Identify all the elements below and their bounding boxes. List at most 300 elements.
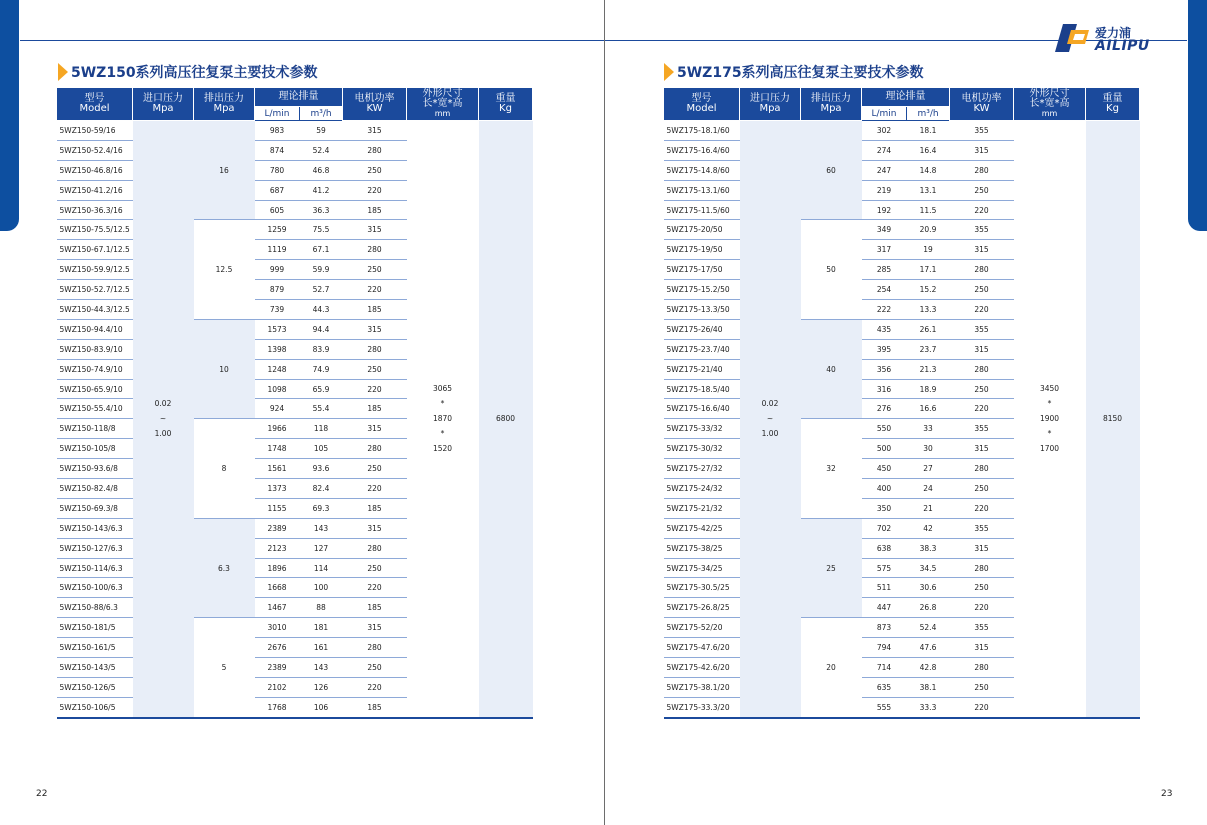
flow-m3h-cell: 94.4	[300, 319, 343, 339]
header-power	[343, 88, 407, 121]
power-cell: 220	[950, 200, 1014, 220]
header-power-label: 电机功率	[354, 93, 395, 104]
flow-m3h-cell: 13.3	[907, 300, 950, 320]
power-cell: 315	[343, 220, 407, 240]
power-cell: 185	[343, 498, 407, 518]
power-cell: 280	[343, 538, 407, 558]
model-cell: 5WZ175-13.3/50	[664, 300, 740, 320]
header-inlet-unit: Mpa	[152, 103, 174, 114]
power-cell: 355	[950, 618, 1014, 638]
flow-lmin-cell: 395	[862, 339, 907, 359]
flow-lmin-cell: 302	[862, 121, 907, 141]
header-model	[664, 88, 740, 121]
power-cell: 220	[950, 697, 1014, 717]
header-inlet	[133, 88, 194, 121]
weight-cell: 6800	[479, 121, 533, 718]
power-cell: 355	[950, 518, 1014, 538]
model-cell: 5WZ150-105/8	[57, 439, 133, 459]
outlet-pressure-cell: 50	[801, 220, 862, 319]
model-cell: 5WZ175-34/25	[664, 558, 740, 578]
header-dims-unit: mm	[1041, 109, 1058, 118]
flow-m3h-cell: 24	[907, 479, 950, 499]
header-flow-m3h: m³/h	[907, 107, 950, 121]
flow-m3h-cell: 16.4	[907, 140, 950, 160]
header-weight	[479, 88, 533, 121]
model-cell: 5WZ150-143/6.3	[57, 518, 133, 538]
flow-m3h-cell: 14.8	[907, 160, 950, 180]
header-dims-sub: 长*宽*高	[422, 98, 463, 109]
power-cell: 280	[343, 339, 407, 359]
flow-m3h-cell: 38.1	[907, 677, 950, 697]
power-cell: 220	[343, 180, 407, 200]
model-cell: 5WZ150-52.7/12.5	[57, 280, 133, 300]
page-number-left: 22	[36, 789, 48, 799]
header-outlet	[801, 88, 862, 121]
flow-lmin-cell: 879	[255, 280, 300, 300]
header-inlet	[740, 88, 801, 121]
flow-m3h-cell: 88	[300, 598, 343, 618]
flow-lmin-cell: 575	[862, 558, 907, 578]
model-cell: 5WZ150-114/6.3	[57, 558, 133, 578]
outlet-pressure-cell: 10	[194, 319, 255, 418]
model-cell: 5WZ150-75.5/12.5	[57, 220, 133, 240]
power-cell: 220	[950, 598, 1014, 618]
flow-m3h-cell: 59.9	[300, 260, 343, 280]
header-power-unit: KW	[973, 103, 990, 114]
model-cell: 5WZ175-18.1/60	[664, 121, 740, 141]
left-spec-table	[56, 87, 533, 719]
flow-m3h-cell: 18.1	[907, 121, 950, 141]
header-outlet-unit: Mpa	[820, 103, 842, 114]
header-dims-unit: mm	[434, 109, 451, 118]
header-inlet-label: 进口压力	[143, 93, 183, 104]
flow-lmin-cell: 687	[255, 180, 300, 200]
model-cell: 5WZ150-41.2/16	[57, 180, 133, 200]
power-cell: 315	[343, 419, 407, 439]
flow-m3h-cell: 42.8	[907, 658, 950, 678]
flow-m3h-cell: 52.4	[300, 140, 343, 160]
left-edge-tab	[0, 0, 19, 231]
power-cell: 315	[343, 319, 407, 339]
right-title-text: 5WZ175系列高压往复泵主要技术参数	[677, 65, 924, 81]
header-inlet-label: 进口压力	[750, 93, 790, 104]
flow-m3h-cell: 13.1	[907, 180, 950, 200]
inlet-pressure-value: ~	[159, 414, 167, 424]
header-model	[57, 88, 133, 121]
power-cell: 250	[343, 558, 407, 578]
flow-m3h-cell: 161	[300, 638, 343, 658]
flow-m3h-cell: 114	[300, 558, 343, 578]
inlet-pressure-value: 0.02	[154, 399, 172, 409]
flow-m3h-cell: 38.3	[907, 538, 950, 558]
model-cell: 5WZ150-93.6/8	[57, 459, 133, 479]
model-cell: 5WZ150-52.4/16	[57, 140, 133, 160]
flow-m3h-cell: 127	[300, 538, 343, 558]
dimensions-value: *	[440, 429, 445, 439]
flow-lmin-cell: 447	[862, 598, 907, 618]
flow-lmin-cell: 1373	[255, 479, 300, 499]
power-cell: 315	[343, 618, 407, 638]
flow-m3h-cell: 44.3	[300, 300, 343, 320]
left-title	[58, 62, 318, 82]
power-cell: 185	[343, 200, 407, 220]
model-cell: 5WZ150-161/5	[57, 638, 133, 658]
flow-m3h-cell: 18.9	[907, 379, 950, 399]
flow-lmin-cell: 274	[862, 140, 907, 160]
model-cell: 5WZ175-42.6/20	[664, 658, 740, 678]
ailipu-logo	[1055, 24, 1155, 54]
power-cell: 220	[343, 578, 407, 598]
flow-m3h-cell: 59	[300, 121, 343, 141]
flow-lmin-cell: 1668	[255, 578, 300, 598]
outlet-pressure-cell: 20	[801, 618, 862, 718]
dimensions-value: *	[440, 399, 445, 409]
power-cell: 315	[343, 518, 407, 538]
power-cell: 220	[950, 300, 1014, 320]
inlet-pressure-value: 0.02	[761, 399, 779, 409]
header-flow-lmin: L/min	[862, 107, 907, 121]
right-spec-table	[663, 87, 1140, 719]
flow-m3h-cell: 23.7	[907, 339, 950, 359]
flow-lmin-cell: 1098	[255, 379, 300, 399]
power-cell: 250	[950, 280, 1014, 300]
power-cell: 315	[950, 538, 1014, 558]
header-weight	[1086, 88, 1140, 121]
dimensions-value: *	[1047, 399, 1052, 409]
model-cell: 5WZ150-74.9/10	[57, 359, 133, 379]
flow-m3h-cell: 17.1	[907, 260, 950, 280]
power-cell: 250	[343, 658, 407, 678]
flow-m3h-cell: 46.8	[300, 160, 343, 180]
flow-lmin-cell: 2389	[255, 518, 300, 538]
power-cell: 355	[950, 419, 1014, 439]
flow-lmin-cell: 1768	[255, 697, 300, 717]
header-model-label: 型号	[84, 93, 105, 104]
model-cell: 5WZ175-27/32	[664, 459, 740, 479]
flow-lmin-cell: 555	[862, 697, 907, 717]
flow-m3h-cell: 55.4	[300, 399, 343, 419]
flow-lmin-cell: 222	[862, 300, 907, 320]
inlet-pressure-value: ~	[766, 414, 774, 424]
model-cell: 5WZ175-21/40	[664, 359, 740, 379]
power-cell: 280	[950, 260, 1014, 280]
power-cell: 315	[950, 240, 1014, 260]
power-cell: 250	[950, 180, 1014, 200]
outlet-pressure-cell: 16	[194, 121, 255, 220]
flow-lmin-cell: 1573	[255, 319, 300, 339]
model-cell: 5WZ175-13.1/60	[664, 180, 740, 200]
header-outlet-label: 排出压力	[204, 93, 244, 104]
flow-lmin-cell: 1896	[255, 558, 300, 578]
flow-lmin-cell: 2389	[255, 658, 300, 678]
flow-lmin-cell: 1561	[255, 459, 300, 479]
flow-lmin-cell: 638	[862, 538, 907, 558]
flow-lmin-cell: 1398	[255, 339, 300, 359]
header-weight-unit: Kg	[1106, 103, 1119, 114]
flow-m3h-cell: 33	[907, 419, 950, 439]
flow-m3h-cell: 93.6	[300, 459, 343, 479]
power-cell: 280	[950, 658, 1014, 678]
flow-m3h-cell: 19	[907, 240, 950, 260]
power-cell: 250	[950, 578, 1014, 598]
header-dims-sub: 长*宽*高	[1029, 98, 1070, 109]
model-cell: 5WZ150-59/16	[57, 121, 133, 141]
left-title-text: 5WZ150系列高压往复泵主要技术参数	[71, 65, 318, 81]
flow-lmin-cell: 2102	[255, 677, 300, 697]
right-edge-tab	[1188, 0, 1207, 231]
power-cell: 315	[950, 140, 1014, 160]
outlet-pressure-cell: 8	[194, 419, 255, 518]
flow-m3h-cell: 34.5	[907, 558, 950, 578]
flow-lmin-cell: 400	[862, 479, 907, 499]
dimensions-value: 1520	[432, 444, 453, 454]
dimensions-value: 3065	[432, 384, 453, 394]
dimensions-cell	[1014, 121, 1086, 718]
header-weight-unit: Kg	[499, 103, 512, 114]
flow-lmin-cell: 714	[862, 658, 907, 678]
flow-lmin-cell: 192	[862, 200, 907, 220]
model-cell: 5WZ150-44.3/12.5	[57, 300, 133, 320]
flow-m3h-cell: 52.7	[300, 280, 343, 300]
power-cell: 355	[950, 220, 1014, 240]
power-cell: 250	[343, 459, 407, 479]
flow-lmin-cell: 874	[255, 140, 300, 160]
title-marker-icon	[664, 63, 674, 81]
ailipu-logo-icon	[1055, 24, 1093, 52]
model-cell: 5WZ150-83.9/10	[57, 339, 133, 359]
power-cell: 220	[343, 280, 407, 300]
outlet-pressure-cell: 12.5	[194, 220, 255, 319]
power-cell: 185	[343, 399, 407, 419]
power-cell: 355	[950, 121, 1014, 141]
flow-m3h-cell: 52.4	[907, 618, 950, 638]
model-cell: 5WZ150-127/6.3	[57, 538, 133, 558]
model-cell: 5WZ175-33.3/20	[664, 697, 740, 717]
flow-lmin-cell: 635	[862, 677, 907, 697]
title-marker-icon	[58, 63, 68, 81]
header-power-unit: KW	[366, 103, 383, 114]
flow-m3h-cell: 27	[907, 459, 950, 479]
model-cell: 5WZ175-16.4/60	[664, 140, 740, 160]
flow-lmin-cell: 276	[862, 399, 907, 419]
model-cell: 5WZ175-16.6/40	[664, 399, 740, 419]
flow-lmin-cell: 794	[862, 638, 907, 658]
flow-m3h-cell: 181	[300, 618, 343, 638]
power-cell: 280	[950, 558, 1014, 578]
dimensions-value: 1900	[1039, 414, 1060, 424]
flow-lmin-cell: 435	[862, 319, 907, 339]
header-inlet-unit: Mpa	[759, 103, 781, 114]
header-outlet-label: 排出压力	[811, 93, 851, 104]
flow-m3h-cell: 143	[300, 658, 343, 678]
flow-lmin-cell: 450	[862, 459, 907, 479]
model-cell: 5WZ175-19/50	[664, 240, 740, 260]
flow-m3h-cell: 143	[300, 518, 343, 538]
flow-m3h-cell: 21.3	[907, 359, 950, 379]
flow-m3h-cell: 100	[300, 578, 343, 598]
header-dims-label: 外形尺寸	[1029, 88, 1070, 99]
model-cell: 5WZ150-143/5	[57, 658, 133, 678]
outlet-pressure-cell: 5	[194, 618, 255, 718]
flow-m3h-cell: 47.6	[907, 638, 950, 658]
flow-m3h-cell: 75.5	[300, 220, 343, 240]
flow-lmin-cell: 285	[862, 260, 907, 280]
flow-lmin-cell: 1259	[255, 220, 300, 240]
model-cell: 5WZ150-69.3/8	[57, 498, 133, 518]
flow-lmin-cell: 350	[862, 498, 907, 518]
logo-english-text: AILIPU	[1095, 38, 1150, 54]
power-cell: 280	[343, 439, 407, 459]
power-cell: 220	[343, 677, 407, 697]
header-flow-m3h: m³/h	[300, 107, 343, 121]
power-cell: 250	[343, 260, 407, 280]
page-number-right: 23	[1161, 789, 1173, 799]
flow-lmin-cell: 247	[862, 160, 907, 180]
flow-lmin-cell: 550	[862, 419, 907, 439]
model-cell: 5WZ175-42/25	[664, 518, 740, 538]
model-cell: 5WZ150-106/5	[57, 697, 133, 717]
flow-m3h-cell: 30.6	[907, 578, 950, 598]
model-cell: 5WZ150-100/6.3	[57, 578, 133, 598]
flow-m3h-cell: 11.5	[907, 200, 950, 220]
model-cell: 5WZ175-38/25	[664, 538, 740, 558]
flow-lmin-cell: 1155	[255, 498, 300, 518]
flow-m3h-cell: 118	[300, 419, 343, 439]
power-cell: 220	[343, 379, 407, 399]
model-cell: 5WZ175-18.5/40	[664, 379, 740, 399]
header-power-label: 电机功率	[961, 93, 1002, 104]
power-cell: 185	[343, 598, 407, 618]
weight-cell: 8150	[1086, 121, 1140, 718]
header-dims-label: 外形尺寸	[422, 88, 463, 99]
flow-m3h-cell: 126	[300, 677, 343, 697]
outlet-pressure-cell: 6.3	[194, 518, 255, 617]
power-cell: 250	[950, 479, 1014, 499]
header-flow-lmin: L/min	[255, 107, 300, 121]
model-cell: 5WZ175-47.6/20	[664, 638, 740, 658]
header-dims	[1014, 88, 1086, 121]
power-cell: 315	[343, 121, 407, 141]
flow-lmin-cell: 780	[255, 160, 300, 180]
flow-lmin-cell: 511	[862, 578, 907, 598]
flow-m3h-cell: 16.6	[907, 399, 950, 419]
power-cell: 185	[343, 697, 407, 717]
flow-m3h-cell: 83.9	[300, 339, 343, 359]
model-cell: 5WZ175-38.1/20	[664, 677, 740, 697]
model-cell: 5WZ150-82.4/8	[57, 479, 133, 499]
model-cell: 5WZ175-26/40	[664, 319, 740, 339]
flow-m3h-cell: 67.1	[300, 240, 343, 260]
model-cell: 5WZ175-21/32	[664, 498, 740, 518]
flow-m3h-cell: 82.4	[300, 479, 343, 499]
inlet-pressure-cell	[133, 121, 194, 718]
header-flow: 理论排量	[255, 88, 343, 107]
header-model-unit: Model	[79, 103, 110, 114]
inlet-pressure-value: 1.00	[154, 429, 172, 439]
flow-lmin-cell: 2123	[255, 538, 300, 558]
power-cell: 220	[950, 498, 1014, 518]
flow-m3h-cell: 41.2	[300, 180, 343, 200]
right-page	[605, 0, 1207, 825]
header-model-label: 型号	[691, 93, 712, 104]
model-cell: 5WZ175-33/32	[664, 419, 740, 439]
flow-lmin-cell: 983	[255, 121, 300, 141]
dimensions-value: *	[1047, 429, 1052, 439]
header-weight-label: 重量	[1102, 93, 1123, 104]
model-cell: 5WZ150-59.9/12.5	[57, 260, 133, 280]
model-cell: 5WZ150-36.3/16	[57, 200, 133, 220]
model-cell: 5WZ150-94.4/10	[57, 319, 133, 339]
table-row	[664, 121, 1140, 141]
flow-lmin-cell: 1467	[255, 598, 300, 618]
dimensions-value: 1700	[1039, 444, 1060, 454]
model-cell: 5WZ175-30.5/25	[664, 578, 740, 598]
power-cell: 250	[343, 359, 407, 379]
model-cell: 5WZ150-126/5	[57, 677, 133, 697]
power-cell: 250	[950, 379, 1014, 399]
inlet-pressure-value: 1.00	[761, 429, 779, 439]
model-cell: 5WZ175-52/20	[664, 618, 740, 638]
power-cell: 355	[950, 319, 1014, 339]
flow-m3h-cell: 26.1	[907, 319, 950, 339]
flow-m3h-cell: 36.3	[300, 200, 343, 220]
power-cell: 220	[343, 479, 407, 499]
power-cell: 250	[950, 677, 1014, 697]
flow-m3h-cell: 26.8	[907, 598, 950, 618]
flow-lmin-cell: 3010	[255, 618, 300, 638]
model-cell: 5WZ150-181/5	[57, 618, 133, 638]
dimensions-value: 3450	[1039, 384, 1060, 394]
flow-m3h-cell: 42	[907, 518, 950, 538]
flow-lmin-cell: 349	[862, 220, 907, 240]
flow-m3h-cell: 21	[907, 498, 950, 518]
model-cell: 5WZ175-14.8/60	[664, 160, 740, 180]
flow-lmin-cell: 254	[862, 280, 907, 300]
dimensions-value: 1870	[432, 414, 453, 424]
model-cell: 5WZ175-30/32	[664, 439, 740, 459]
model-cell: 5WZ175-24/32	[664, 479, 740, 499]
flow-m3h-cell: 65.9	[300, 379, 343, 399]
flow-lmin-cell: 356	[862, 359, 907, 379]
flow-lmin-cell: 500	[862, 439, 907, 459]
flow-lmin-cell: 1119	[255, 240, 300, 260]
flow-m3h-cell: 15.2	[907, 280, 950, 300]
power-cell: 220	[950, 399, 1014, 419]
header-dims	[407, 88, 479, 121]
header-weight-label: 重量	[495, 93, 516, 104]
flow-lmin-cell: 2676	[255, 638, 300, 658]
flow-m3h-cell: 105	[300, 439, 343, 459]
flow-m3h-cell: 33.3	[907, 697, 950, 717]
power-cell: 280	[343, 240, 407, 260]
flow-lmin-cell: 924	[255, 399, 300, 419]
power-cell: 280	[343, 638, 407, 658]
model-cell: 5WZ150-46.8/16	[57, 160, 133, 180]
header-outlet-unit: Mpa	[213, 103, 235, 114]
dimensions-cell	[407, 121, 479, 718]
flow-m3h-cell: 69.3	[300, 498, 343, 518]
model-cell: 5WZ175-20/50	[664, 220, 740, 240]
flow-m3h-cell: 30	[907, 439, 950, 459]
outlet-pressure-cell: 32	[801, 419, 862, 518]
model-cell: 5WZ175-26.8/25	[664, 598, 740, 618]
flow-lmin-cell: 873	[862, 618, 907, 638]
power-cell: 315	[950, 439, 1014, 459]
header-outlet	[194, 88, 255, 121]
power-cell: 315	[950, 339, 1014, 359]
flow-lmin-cell: 999	[255, 260, 300, 280]
model-cell: 5WZ150-65.9/10	[57, 379, 133, 399]
